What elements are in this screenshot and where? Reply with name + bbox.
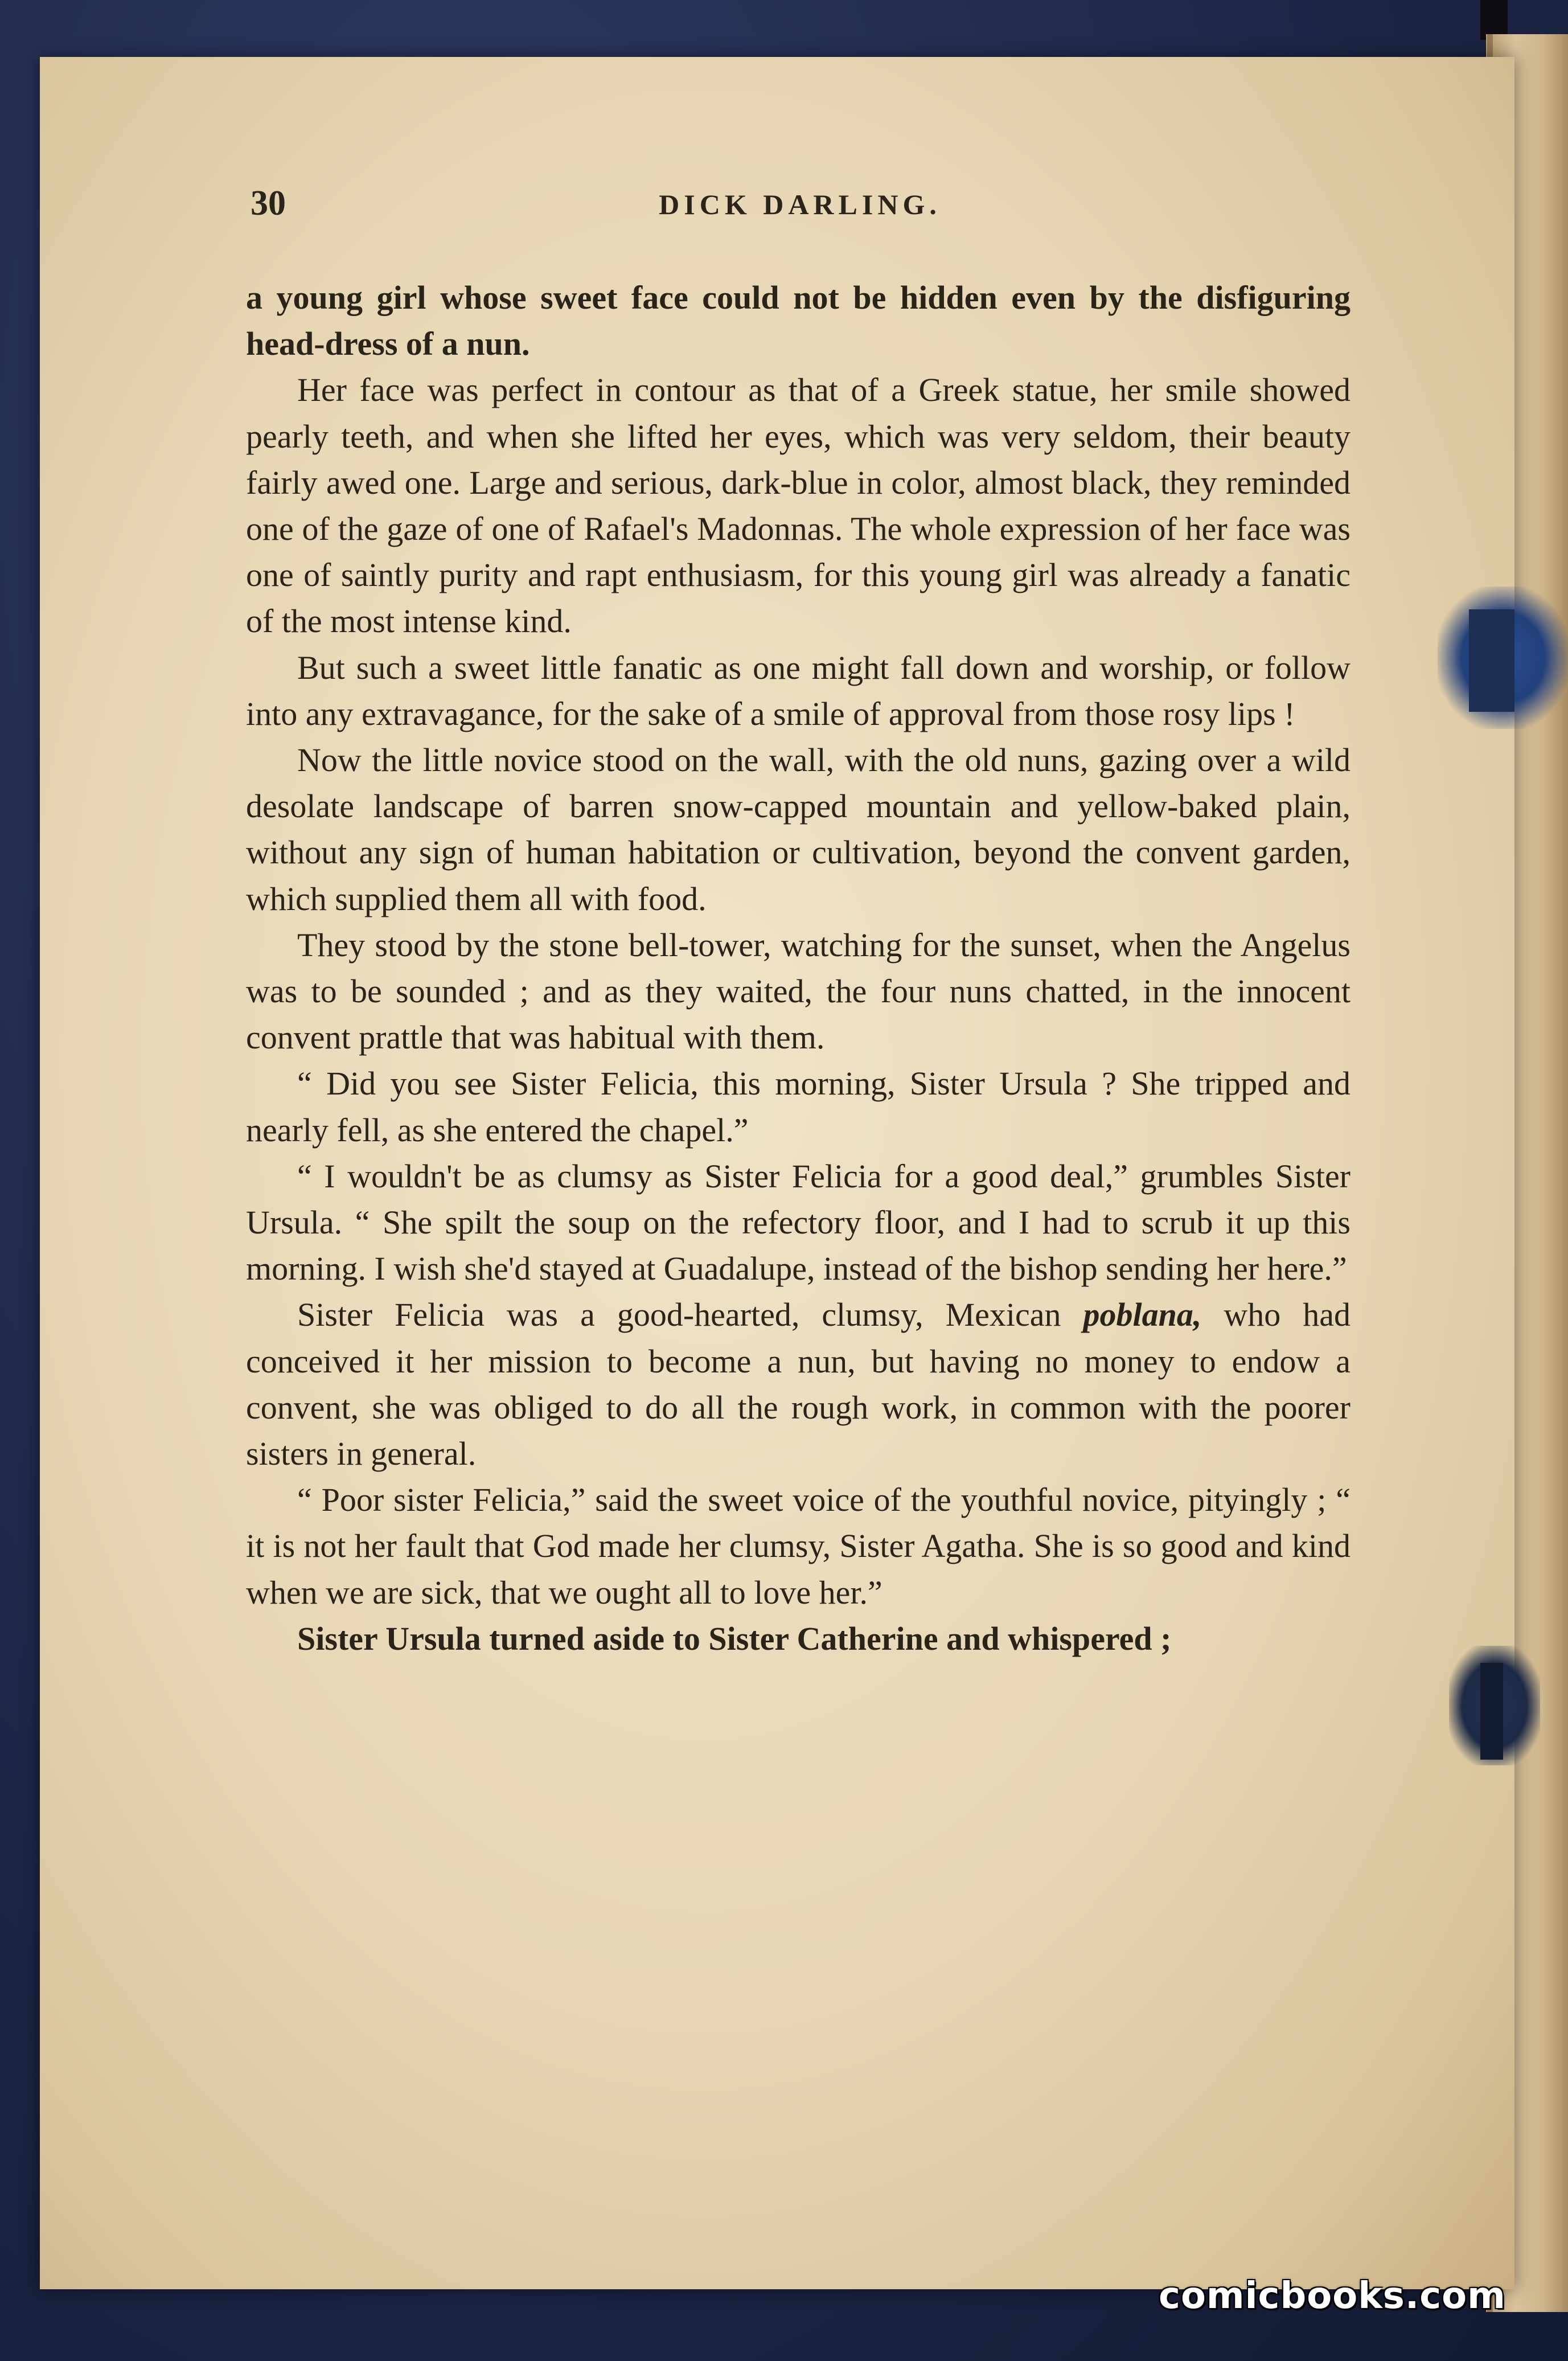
paragraph-1: a young girl whose sweet face could not be hidden even by the disfiguring head-dress of a nun.: [246, 279, 1351, 363]
paragraph-8-lead: Sister Felicia was a good-hearted, clumsy, Mexican: [297, 1296, 1061, 1334]
paragraph-6: “ Did you see Sister Felicia, this morning, Sister Ursula ? She tripped and nearly fell, as she entered the chapel.”: [246, 1065, 1351, 1149]
running-head: DICK DARLING.: [659, 188, 941, 220]
paragraph-4: Now the little novice stood on the wall, with the old nuns, gazing over a wild desolate landscape of barren snow-capped mountain and yellow-baked plain, without any sign of human habitation or cultivation, beyond the convent garden, which supplied them all with food.: [246, 741, 1351, 917]
paragraph-8-tail: who had conceived it her mission to become a nun, but having no money to endow a convent, she was obliged to do all the rough work, in common with the poorer sisters in general.: [246, 1296, 1351, 1473]
body-text: [246, 274, 1351, 1662]
paragraph-8: [246, 1292, 1351, 1477]
page-header: [251, 183, 1389, 235]
paragraph-5: They stood by the stone bell-tower, watching for the sunset, when the Angelus was to be sounded ; and as they waited, the four nuns chatted, in the innocent convent prattle that was habitual with them.: [246, 926, 1351, 1056]
ink-stain-blue-core: [1469, 609, 1514, 712]
ink-stain-dark-core: [1480, 1663, 1503, 1760]
page-number: 30: [251, 184, 286, 223]
paragraph-8-italic: poblana,: [1083, 1296, 1202, 1334]
paragraph-10: Sister Ursula turned aside to Sister Catherine and whispered ;: [297, 1620, 1172, 1657]
paragraph-2: Her face was perfect in contour as that of a Greek statue, her smile showed pearly teeth, and when she lifted her eyes, which was very seldom, their beauty fairly awed one. Large and serious, dark-blue in color, almost black, they reminded one of the gaze of one of Rafael's Madonnas. The whole expression of her face was one of saintly purity and rapt enthusiasm, for this young girl was already a fanatic of the most intense kind.: [246, 371, 1351, 640]
paragraph-9: “ Poor sister Felicia,” said the sweet voice of the youthful novice, pityingly ; “ it is not her fault that God made her clumsy, Sister Agatha. She is so good and kind when we are sick, that we ought all to love her.”: [246, 1481, 1351, 1611]
watermark: comicbooks.com: [1159, 2275, 1506, 2317]
paragraph-7: “ I wouldn't be as clumsy as Sister Felicia for a good deal,” grumbles Sister Ursula. “ She spilt the soup on the refectory floor, and I had to scrub it up this morning. I wish she'd stayed at Guadalupe, instead of the bishop sending her here.”: [246, 1157, 1351, 1288]
paragraph-3: But such a sweet little fanatic as one might fall down and worship, or follow into any extravagance, for the sake of a smile of approval from those rosy lips !: [246, 649, 1351, 732]
